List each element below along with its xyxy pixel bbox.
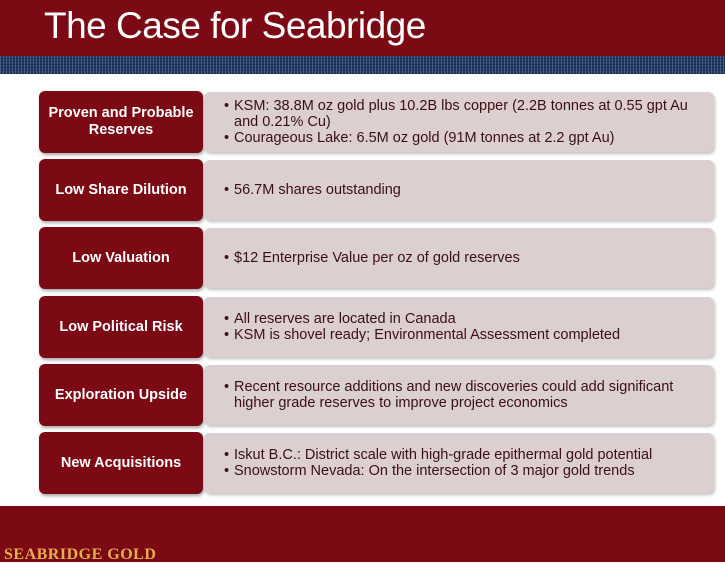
row-acquisitions <box>39 432 715 494</box>
bullet-text: • 56.7M shares outstanding <box>224 182 714 198</box>
bullet-text: • Recent resource additions and new discoveries could add significant higher grade reserves to improve project economics <box>224 379 714 411</box>
row-label: New Acquisitions <box>39 432 203 494</box>
row-exploration <box>39 364 715 426</box>
header-stripe <box>0 56 725 74</box>
bullet-text: • Snowstorm Nevada: On the intersection of 3 major gold trends <box>224 463 714 479</box>
row-panel <box>204 160 714 220</box>
bullet-text: • All reserves are located in Canada <box>224 311 714 327</box>
bullet-text: • KSM: 38.8M oz gold plus 10.2B lbs copper (2.2B tonnes at 0.55 gpt Au and 0.21% Cu) <box>224 98 714 130</box>
row-label: Exploration Upside <box>39 364 203 426</box>
row-panel <box>204 297 714 357</box>
row-label: Proven and Probable Reserves <box>39 91 203 153</box>
row-valuation <box>39 227 715 289</box>
bullet-text: • $12 Enterprise Value per oz of gold reserves <box>224 250 714 266</box>
bullet-text: • KSM is shovel ready; Environmental Assessment completed <box>224 327 714 343</box>
row-panel <box>204 365 714 425</box>
footer-bar <box>0 506 725 562</box>
row-label: Low Share Dilution <box>39 159 203 221</box>
row-label: Low Valuation <box>39 227 203 289</box>
row-panel <box>204 433 714 493</box>
bullet-text: • Iskut B.C.: District scale with high-grade epithermal gold potential <box>224 447 714 463</box>
row-political-risk <box>39 296 715 358</box>
company-logo: SEABRIDGE GOLD <box>4 546 157 563</box>
row-panel <box>204 228 714 288</box>
row-label: Low Political Risk <box>39 296 203 358</box>
row-reserves <box>39 91 715 153</box>
title-bar <box>0 0 725 56</box>
row-panel <box>204 92 714 152</box>
slide-title: The Case for Seabridge <box>44 5 426 46</box>
bullet-text: • Courageous Lake: 6.5M oz gold (91M tonnes at 2.2 gpt Au) <box>224 130 714 146</box>
row-share-dilution <box>39 159 715 221</box>
